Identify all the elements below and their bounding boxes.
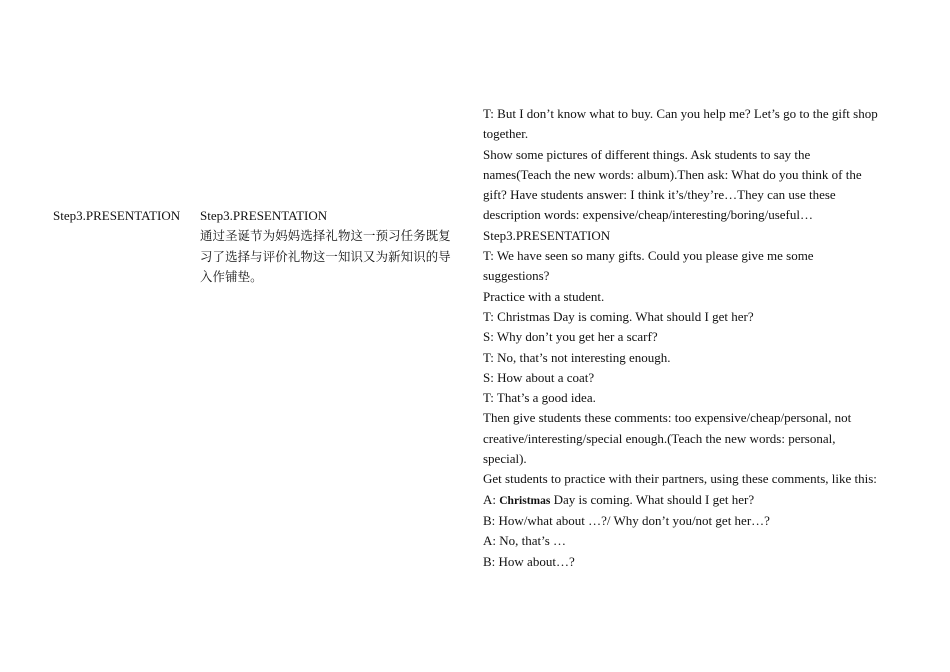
activity-line: suggestions?	[483, 268, 550, 284]
activity-line: B: How about…?	[483, 553, 575, 569]
purpose-title: Step3.PRESENTATION	[200, 208, 328, 223]
activity-line: special).	[483, 451, 527, 467]
activity-line: Then give students these comments: too expensive/cheap/personal, not	[483, 410, 852, 426]
activity-line: together.	[483, 126, 529, 142]
activity-line: T: No, that’s not interesting enough.	[483, 349, 671, 365]
activity-line: Get students to practice with their partners, using these comments, like this:	[483, 471, 877, 487]
activity-line: A: No, that’s …	[483, 533, 567, 549]
activity-line: T: But I don’t know what to buy. Can you help me? Let’s go to the gift shop	[483, 106, 878, 121]
purpose-column	[200, 206, 475, 287]
dialogue-line-a	[483, 490, 903, 511]
activity-line: B: How/what about …?/ Why don’t you/not get her…?	[483, 512, 770, 528]
activity-line: names(Teach the new words: album).Then ask: What do you think of the	[483, 166, 862, 182]
purpose-line: 入作铺垫。	[200, 268, 263, 284]
activity-column	[483, 104, 903, 572]
purpose-line: 习了选择与评价礼物这一知识又为新知识的导	[200, 248, 451, 264]
activity-line: Step3.PRESENTATION	[483, 227, 611, 243]
activity-line: S: How about a coat?	[483, 369, 595, 385]
activity-line: gift? Have students answer: I think it’s/they’re…They can use these	[483, 187, 836, 203]
dialogue-a-bold-word: Christmas	[499, 494, 551, 507]
activity-line: Show some pictures of different things. Ask students to say the	[483, 146, 811, 162]
activity-line: S: Why don’t you get her a scarf?	[483, 329, 658, 345]
activity-line: Practice with a student.	[483, 288, 605, 304]
purpose-line: 通过圣诞节为妈妈选择礼物这一预习任务既复	[200, 228, 451, 244]
activity-line: T: Christmas Day is coming. What should I get her?	[483, 308, 754, 324]
dialogue-a-prefix: A:	[483, 491, 500, 507]
activity-line: creative/interesting/special enough.(Teach the new words: personal,	[483, 430, 836, 446]
step-label: Step3.PRESENTATION	[53, 208, 181, 223]
dialogue-a-suffix: Day is coming. What should I get her?	[550, 491, 755, 507]
activity-line: T: We have seen so many gifts. Could you please give me some	[483, 248, 814, 264]
activity-line: T: That’s a good idea.	[483, 390, 596, 406]
activity-line: description words: expensive/cheap/interesting/boring/useful…	[483, 207, 813, 223]
